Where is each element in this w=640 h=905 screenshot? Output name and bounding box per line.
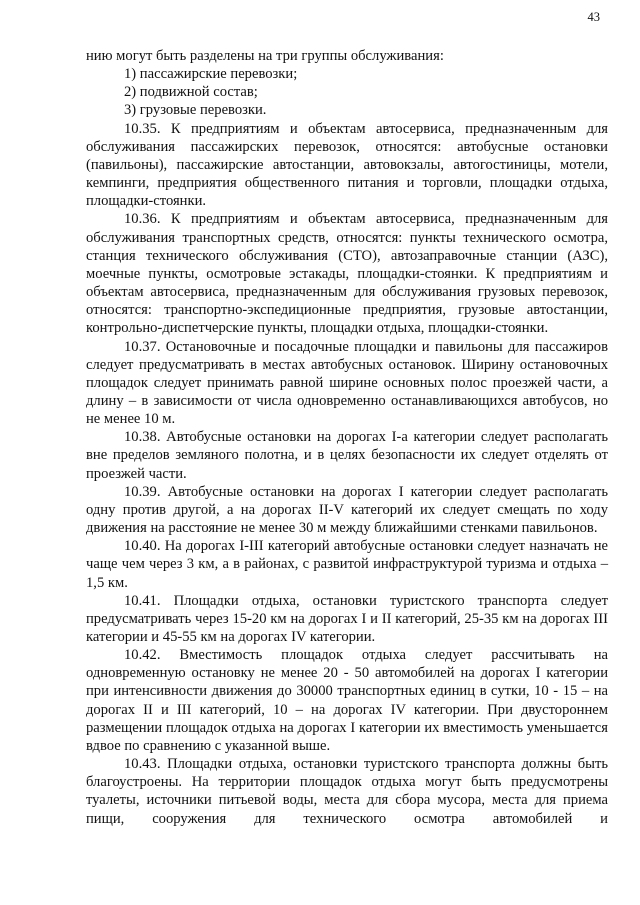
paragraph-10-40: 10.40. На дорогах I-III категорий автобусные остановки следует назначать не чаще чем через 3 км, а в районах, с развитой инфраструктурой туризма и отдыха – 1,5 км. xyxy=(86,538,608,591)
list-item-2: 2) подвижной состав; xyxy=(124,84,258,101)
paragraph-10-38: 10.38. Автобусные остановки на дорогах I-а категории следует располагать вне пределов земляного полотна, и в целях безопасности их следует отделять от проезжей части. xyxy=(86,429,608,482)
paragraph-10-37: 10.37. Остановочные и посадочные площадки и павильоны для пассажиров следует предусматривать в местах автобусных остановок. Ширину остановочных площадок следует принимать равной ширине основных полос проезжей части, а длину – в зависимости от числа одновременно останавливающихся автобусов, но не менее 10 м. xyxy=(86,338,608,428)
page-number: 43 xyxy=(587,10,600,24)
paragraph-10-43: 10.43. Площадки отдыха, остановки туристского транспорта должны быть благоустроены. На территории площадок отдыха могут быть предусмотрены туалеты, источники питьевой воды, места для сбора мусора, места для приема пищи, сооружения для технического осмотра автомобилей и xyxy=(86,756,608,827)
paragraph-10-41: 10.41. Площадки отдыха, остановки туристского транспорта следует предусматривать через 15-20 км на дорогах I и II категорий, 25-35 км на дорогах III категории и 45-55 км на дорогах IV категории. xyxy=(86,592,608,645)
list-item-3: 3) грузовые перевозки. xyxy=(124,102,267,119)
paragraph-10-42: 10.42. Вместимость площадок отдыха следует рассчитывать на одновременную остановку не менее 20 - 50 автомобилей на дорогах I категории при интенсивности движения до 30000 транспортных единиц в сутки, 10 - 15 – на дорогах II и III категорий, 10 – на дорогах IV категории. При двустороннем размещении площадок отдыха на дорогах I категории их вместимость уменьшается вдвое по сравнению с указанной выше. xyxy=(86,647,608,754)
paragraph-10-35: 10.35. К предприятиям и объектам автосервиса, предназначенным для обслуживания пассажирских перевозок, относятся: автобусные остановки (павильоны), пассажирские автостанции, автовокзалы, автогостиницы, мотели, кемпинги, предприятия общественного питания и торговли, площадки отдыха, площадки-стоянки. xyxy=(86,120,608,210)
paragraph-intro: нию могут быть разделены на три группы обслуживания: xyxy=(86,48,444,64)
paragraph-10-39: 10.39. Автобусные остановки на дорогах I категории следует располагать одну против другой, а на дорогах II-V категорий их следует смещать по ходу движения на расстояние не менее 30 м между ближайшими стенками павильонов. xyxy=(86,483,608,537)
paragraph-10-36: 10.36. К предприятиям и объектам автосервиса, предназначенным для обслуживания транспортных средств, относятся: пункты технического осмотра, станция технического обслуживания (СТО), автозаправочные станции (АЗС), моечные пункты, осмотровые эстакады, площадки-стоянки. К предприятиям и объектам автосервиса, предназначенным для обслуживания грузовых перевозок, относятся: транспортно-экспедиционные предприятия, грузовые автостанции, контрольно-диспетчерские пункты, площадки отдыха, площадки-стоянки. xyxy=(86,211,608,337)
body-text xyxy=(86,47,608,828)
list-item-1: 1) пассажирские перевозки; xyxy=(124,66,298,83)
